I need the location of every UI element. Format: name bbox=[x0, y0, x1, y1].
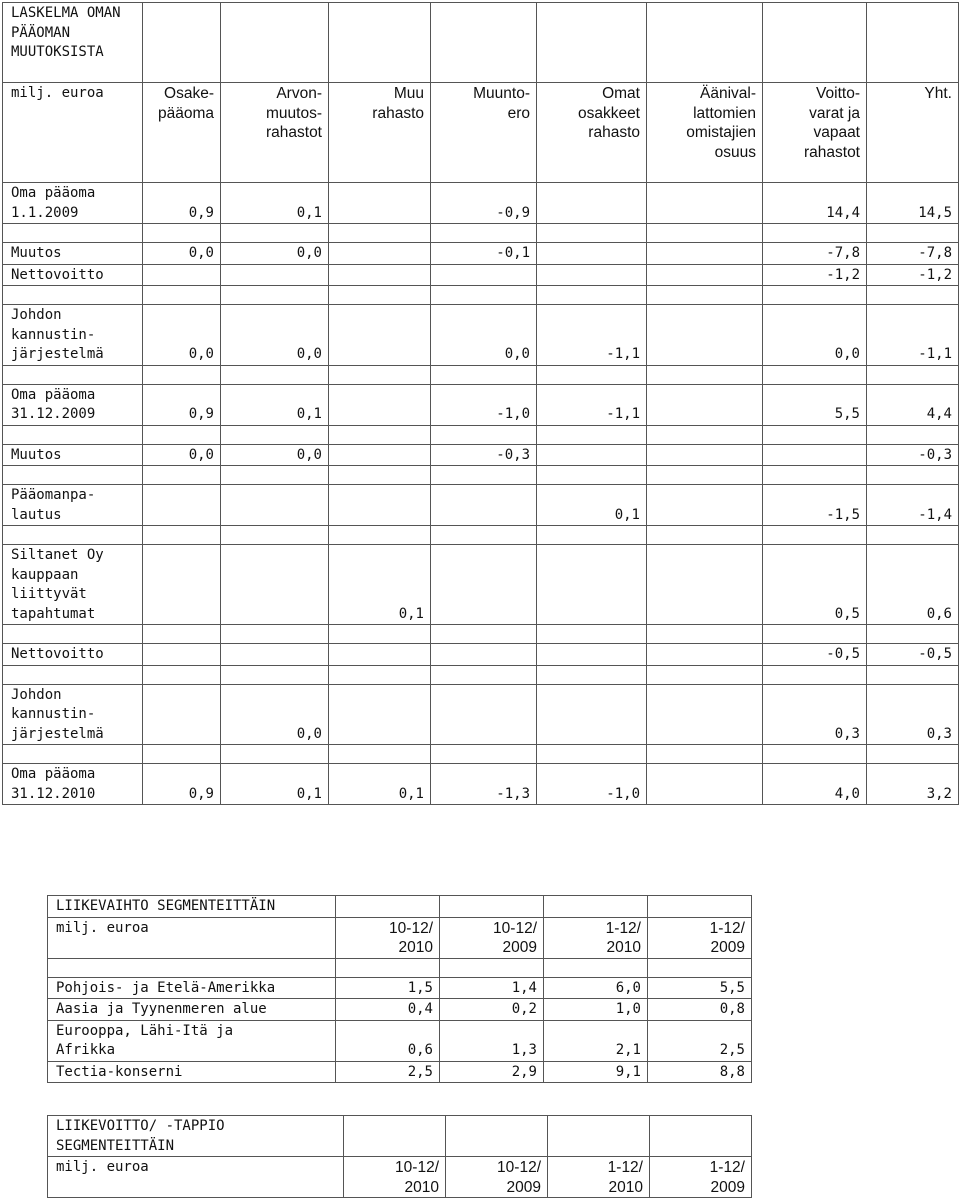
revenue-by-segment-table bbox=[47, 895, 752, 1083]
cell: -7,8 bbox=[867, 243, 959, 265]
cell bbox=[221, 264, 329, 286]
cell: 4,0 bbox=[763, 764, 867, 805]
cell: 0,9 bbox=[143, 384, 221, 425]
cell: 0,0 bbox=[221, 684, 329, 745]
equity-unit-label: milj. euroa bbox=[3, 83, 143, 183]
cell bbox=[431, 545, 537, 625]
row-label: Johdon kannustin- järjestelmä bbox=[3, 684, 143, 745]
cell: 1,0 bbox=[544, 999, 648, 1021]
cell: 0,1 bbox=[221, 384, 329, 425]
cell: -0,3 bbox=[431, 444, 537, 466]
cell bbox=[647, 764, 763, 805]
cell bbox=[431, 684, 537, 745]
cell: 0,0 bbox=[143, 305, 221, 366]
cell: -0,1 bbox=[431, 243, 537, 265]
cell: 0,8 bbox=[648, 999, 752, 1021]
equity-changes-table bbox=[2, 2, 959, 805]
cell: 6,0 bbox=[544, 977, 648, 999]
cell: 2,9 bbox=[440, 1061, 544, 1083]
cell bbox=[537, 545, 647, 625]
cell: 0,0 bbox=[143, 444, 221, 466]
cell bbox=[143, 485, 221, 526]
cell: 8,8 bbox=[648, 1061, 752, 1083]
cell: 9,1 bbox=[544, 1061, 648, 1083]
cell: 2,1 bbox=[544, 1020, 648, 1061]
col-header-other-reserve: Muu rahasto bbox=[329, 83, 431, 183]
cell bbox=[329, 305, 431, 366]
cell bbox=[143, 684, 221, 745]
cell: 0,9 bbox=[143, 183, 221, 224]
cell: -1,1 bbox=[867, 305, 959, 366]
revenue-title: LIIKEVAIHTO SEGMENTEITTÄIN bbox=[48, 896, 336, 918]
col-header-fy-2010: 1-12/ 2010 bbox=[548, 1157, 650, 1198]
cell: 0,3 bbox=[763, 684, 867, 745]
cell bbox=[647, 243, 763, 265]
cell: -1,4 bbox=[867, 485, 959, 526]
cell: 0,0 bbox=[221, 444, 329, 466]
row-label: Muutos bbox=[3, 243, 143, 265]
cell bbox=[647, 264, 763, 286]
table-row bbox=[3, 764, 959, 805]
cell: 0,1 bbox=[221, 764, 329, 805]
cell bbox=[431, 264, 537, 286]
cell bbox=[221, 485, 329, 526]
cell: -0,5 bbox=[763, 644, 867, 666]
cell bbox=[431, 644, 537, 666]
ebit-by-segment-table bbox=[47, 1115, 752, 1198]
cell: -1,3 bbox=[431, 764, 537, 805]
table-row bbox=[3, 264, 959, 286]
table-row bbox=[3, 545, 959, 625]
table-row bbox=[3, 183, 959, 224]
table-row bbox=[48, 1020, 752, 1061]
cell bbox=[537, 264, 647, 286]
row-label: Aasia ja Tyynenmeren alue bbox=[48, 999, 336, 1021]
col-header-q4-2009: 10-12/ 2009 bbox=[446, 1157, 548, 1198]
cell: 0,0 bbox=[431, 305, 537, 366]
cell bbox=[221, 644, 329, 666]
cell bbox=[329, 384, 431, 425]
cell: 4,4 bbox=[867, 384, 959, 425]
cell bbox=[647, 384, 763, 425]
cell: -0,3 bbox=[867, 444, 959, 466]
cell: 2,5 bbox=[648, 1020, 752, 1061]
table-row bbox=[3, 243, 959, 265]
table-row bbox=[48, 977, 752, 999]
row-label: Johdon kannustin- järjestelmä bbox=[3, 305, 143, 366]
col-header-translation-difference: Muunto- ero bbox=[431, 83, 537, 183]
revenue-unit-label: milj. euroa bbox=[48, 917, 336, 958]
table-row bbox=[48, 999, 752, 1021]
cell bbox=[537, 444, 647, 466]
cell bbox=[143, 264, 221, 286]
row-label: Nettovoitto bbox=[3, 264, 143, 286]
row-label: Muutos bbox=[3, 444, 143, 466]
cell bbox=[329, 264, 431, 286]
cell: 0,1 bbox=[221, 183, 329, 224]
cell: 1,5 bbox=[336, 977, 440, 999]
cell: 1,3 bbox=[440, 1020, 544, 1061]
cell: 0,0 bbox=[221, 243, 329, 265]
table-row bbox=[3, 305, 959, 366]
cell: 2,5 bbox=[336, 1061, 440, 1083]
cell: 0,5 bbox=[763, 545, 867, 625]
col-header-treasury-shares: Omat osakkeet rahasto bbox=[537, 83, 647, 183]
cell bbox=[763, 444, 867, 466]
table-row bbox=[3, 384, 959, 425]
cell: 0,1 bbox=[329, 545, 431, 625]
cell bbox=[647, 485, 763, 526]
cell: 1,4 bbox=[440, 977, 544, 999]
col-header-share-capital: Osake- pääoma bbox=[143, 83, 221, 183]
cell: 0,1 bbox=[537, 485, 647, 526]
cell: 0,4 bbox=[336, 999, 440, 1021]
cell: -1,1 bbox=[537, 305, 647, 366]
cell: 5,5 bbox=[763, 384, 867, 425]
row-label: Oma pääoma 1.1.2009 bbox=[3, 183, 143, 224]
col-header-fy-2009: 1-12/ 2009 bbox=[648, 917, 752, 958]
cell bbox=[143, 545, 221, 625]
cell bbox=[647, 644, 763, 666]
cell: -0,9 bbox=[431, 183, 537, 224]
cell: 0,0 bbox=[763, 305, 867, 366]
cell: 3,2 bbox=[867, 764, 959, 805]
cell: 0,0 bbox=[143, 243, 221, 265]
col-header-fy-2009: 1-12/ 2009 bbox=[650, 1157, 752, 1198]
ebit-unit-label: milj. euroa bbox=[48, 1157, 344, 1198]
cell bbox=[537, 243, 647, 265]
cell: -1,2 bbox=[763, 264, 867, 286]
col-header-non-voting-minority: Äänival- lattomien omistajien osuus bbox=[647, 83, 763, 183]
row-label: Tectia-konserni bbox=[48, 1061, 336, 1083]
cell: -1,1 bbox=[537, 384, 647, 425]
cell: 0,6 bbox=[867, 545, 959, 625]
cell: -1,0 bbox=[431, 384, 537, 425]
col-header-retained-earnings: Voitto- varat ja vapaat rahastot bbox=[763, 83, 867, 183]
row-label: Nettovoitto bbox=[3, 644, 143, 666]
col-header-q4-2010: 10-12/ 2010 bbox=[344, 1157, 446, 1198]
cell bbox=[431, 485, 537, 526]
col-header-fair-value-reserves: Arvon- muutos- rahastot bbox=[221, 83, 329, 183]
row-label: Siltanet Oy kauppaan liittyvät tapahtumat bbox=[3, 545, 143, 625]
cell bbox=[647, 183, 763, 224]
row-label: Oma pääoma 31.12.2010 bbox=[3, 764, 143, 805]
cell bbox=[143, 644, 221, 666]
cell: 0,1 bbox=[329, 764, 431, 805]
cell: -0,5 bbox=[867, 644, 959, 666]
col-header-fy-2010: 1-12/ 2010 bbox=[544, 917, 648, 958]
cell: 14,5 bbox=[867, 183, 959, 224]
cell bbox=[329, 444, 431, 466]
cell: 0,3 bbox=[867, 684, 959, 745]
cell bbox=[647, 545, 763, 625]
cell bbox=[221, 545, 329, 625]
table-row bbox=[48, 1061, 752, 1083]
cell: 5,5 bbox=[648, 977, 752, 999]
col-header-q4-2009: 10-12/ 2009 bbox=[440, 917, 544, 958]
row-label: Eurooppa, Lähi-Itä ja Afrikka bbox=[48, 1020, 336, 1061]
cell: 14,4 bbox=[763, 183, 867, 224]
cell bbox=[329, 644, 431, 666]
table-row bbox=[3, 644, 959, 666]
cell bbox=[329, 243, 431, 265]
cell: -1,5 bbox=[763, 485, 867, 526]
col-header-total: Yht. bbox=[867, 83, 959, 183]
cell bbox=[537, 644, 647, 666]
cell bbox=[329, 684, 431, 745]
cell: -1,2 bbox=[867, 264, 959, 286]
cell bbox=[647, 305, 763, 366]
cell: 0,0 bbox=[221, 305, 329, 366]
cell bbox=[537, 684, 647, 745]
table-row bbox=[3, 684, 959, 745]
cell bbox=[329, 183, 431, 224]
cell bbox=[647, 684, 763, 745]
cell: -7,8 bbox=[763, 243, 867, 265]
cell: 0,6 bbox=[336, 1020, 440, 1061]
cell: -1,0 bbox=[537, 764, 647, 805]
cell: 0,2 bbox=[440, 999, 544, 1021]
table-row bbox=[3, 444, 959, 466]
ebit-title: LIIKEVOITTO/ -TAPPIO SEGMENTEITTÄIN bbox=[48, 1116, 344, 1157]
cell bbox=[647, 444, 763, 466]
table-row bbox=[3, 485, 959, 526]
row-label: Pääomanpa- lautus bbox=[3, 485, 143, 526]
equity-title: LASKELMA OMAN PÄÄOMAN MUUTOKSISTA bbox=[3, 3, 143, 83]
cell bbox=[329, 485, 431, 526]
col-header-q4-2010: 10-12/ 2010 bbox=[336, 917, 440, 958]
cell: 0,9 bbox=[143, 764, 221, 805]
cell bbox=[537, 183, 647, 224]
row-label: Pohjois- ja Etelä-Amerikka bbox=[48, 977, 336, 999]
row-label: Oma pääoma 31.12.2009 bbox=[3, 384, 143, 425]
